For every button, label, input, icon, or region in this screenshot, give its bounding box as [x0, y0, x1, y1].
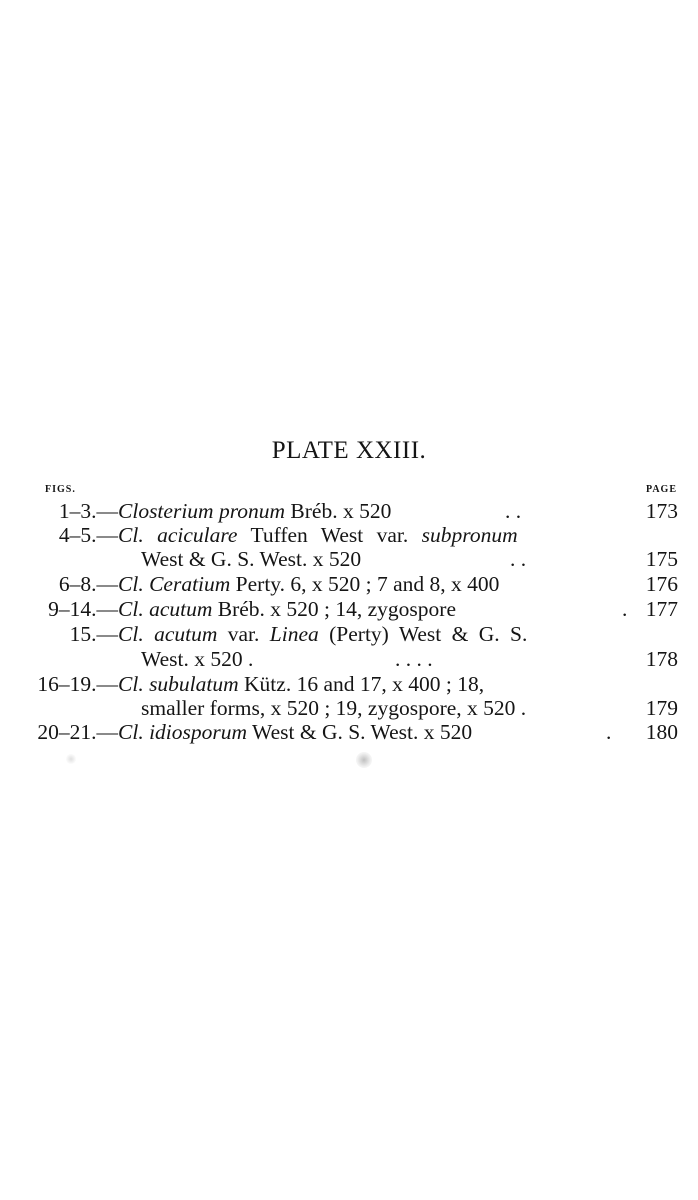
figs-column-header: FIGS.: [45, 484, 76, 495]
entry-line: [0, 671, 698, 697]
leader-dots: .: [622, 597, 628, 621]
species-name: Cl. aciculare: [118, 523, 238, 547]
species-name: Cl. idiosporum: [118, 720, 248, 744]
species-name: Cl. acutum: [118, 597, 213, 621]
page-number: 175: [645, 547, 678, 571]
entry-line: [0, 522, 698, 548]
entry-text: [118, 571, 499, 597]
entry-line: [0, 596, 698, 622]
species-name: Closterium pronum: [118, 499, 286, 523]
species-name: Cl. Ceratium: [118, 572, 231, 596]
entry-continuation-line: [0, 546, 698, 572]
entry-line: [0, 719, 698, 745]
page-number: 173: [645, 499, 678, 523]
leader-dots: .: [606, 720, 612, 744]
leader-dots: . .: [510, 547, 527, 571]
entry-details: Perty. 6, x 520 ; 7 and 8, x 400: [230, 572, 500, 596]
entry-continuation-line: [0, 646, 698, 672]
entry-details: var.: [217, 622, 270, 646]
scan-smudge: [356, 752, 372, 768]
plate-title: PLATE XXIII.: [271, 437, 427, 464]
entry-line: [0, 571, 698, 597]
page-number: 176: [645, 572, 678, 596]
entry-continuation: West & G. S. West. x 520: [141, 547, 362, 571]
entry-continuation: smaller forms, x 520 ; 19, zygospore, x 520 .: [141, 696, 527, 720]
species-name: Cl. subulatum: [118, 672, 239, 696]
figure-numbers: 16–19.—: [37, 672, 118, 696]
page-number: 177: [645, 597, 678, 621]
figure-numbers: 1–3.—: [58, 499, 118, 523]
entry-text: [118, 498, 391, 524]
figure-numbers: 9–14.—: [48, 597, 118, 621]
page-number: 180: [645, 720, 678, 744]
figure-numbers: 20–21.—: [37, 720, 118, 744]
entry-continuation-line: [0, 695, 698, 721]
entry-line: [0, 621, 698, 647]
entry-text: [118, 522, 518, 548]
variety-name: subpronum: [421, 523, 518, 547]
entry-text: [118, 671, 484, 697]
entry-details: Bréb. x 520 ; 14, zygospore: [212, 597, 456, 621]
page-number: 178: [645, 647, 678, 671]
entry-details: Bréb. x 520: [285, 499, 392, 523]
entry-text: [118, 719, 472, 745]
page-column-header: PAGE: [645, 484, 677, 495]
figure-numbers: 6–8.—: [58, 572, 118, 596]
entry-details: Kütz. 16 and 17, x 400 ; 18,: [238, 672, 485, 696]
entry-text: [118, 596, 456, 622]
figure-numbers: 4–5.—: [58, 523, 118, 547]
figure-numbers: 15.—: [69, 622, 118, 646]
entry-details-2: (Perty) West & G. S.: [318, 622, 528, 646]
leader-dots: . .: [505, 499, 522, 523]
entry-details: West & G. S. West. x 520: [247, 720, 473, 744]
entry-text: [118, 621, 527, 647]
scan-smudge: [66, 754, 76, 764]
entry-continuation: West. x 520 .: [141, 647, 254, 671]
leader-dots: . . . .: [395, 647, 433, 671]
variety-name: Linea: [269, 622, 319, 646]
species-name: Cl. acutum: [118, 622, 218, 646]
page-number: 179: [645, 696, 678, 720]
entry-details: Tuffen West var.: [237, 523, 422, 547]
entry-line: [0, 498, 698, 524]
